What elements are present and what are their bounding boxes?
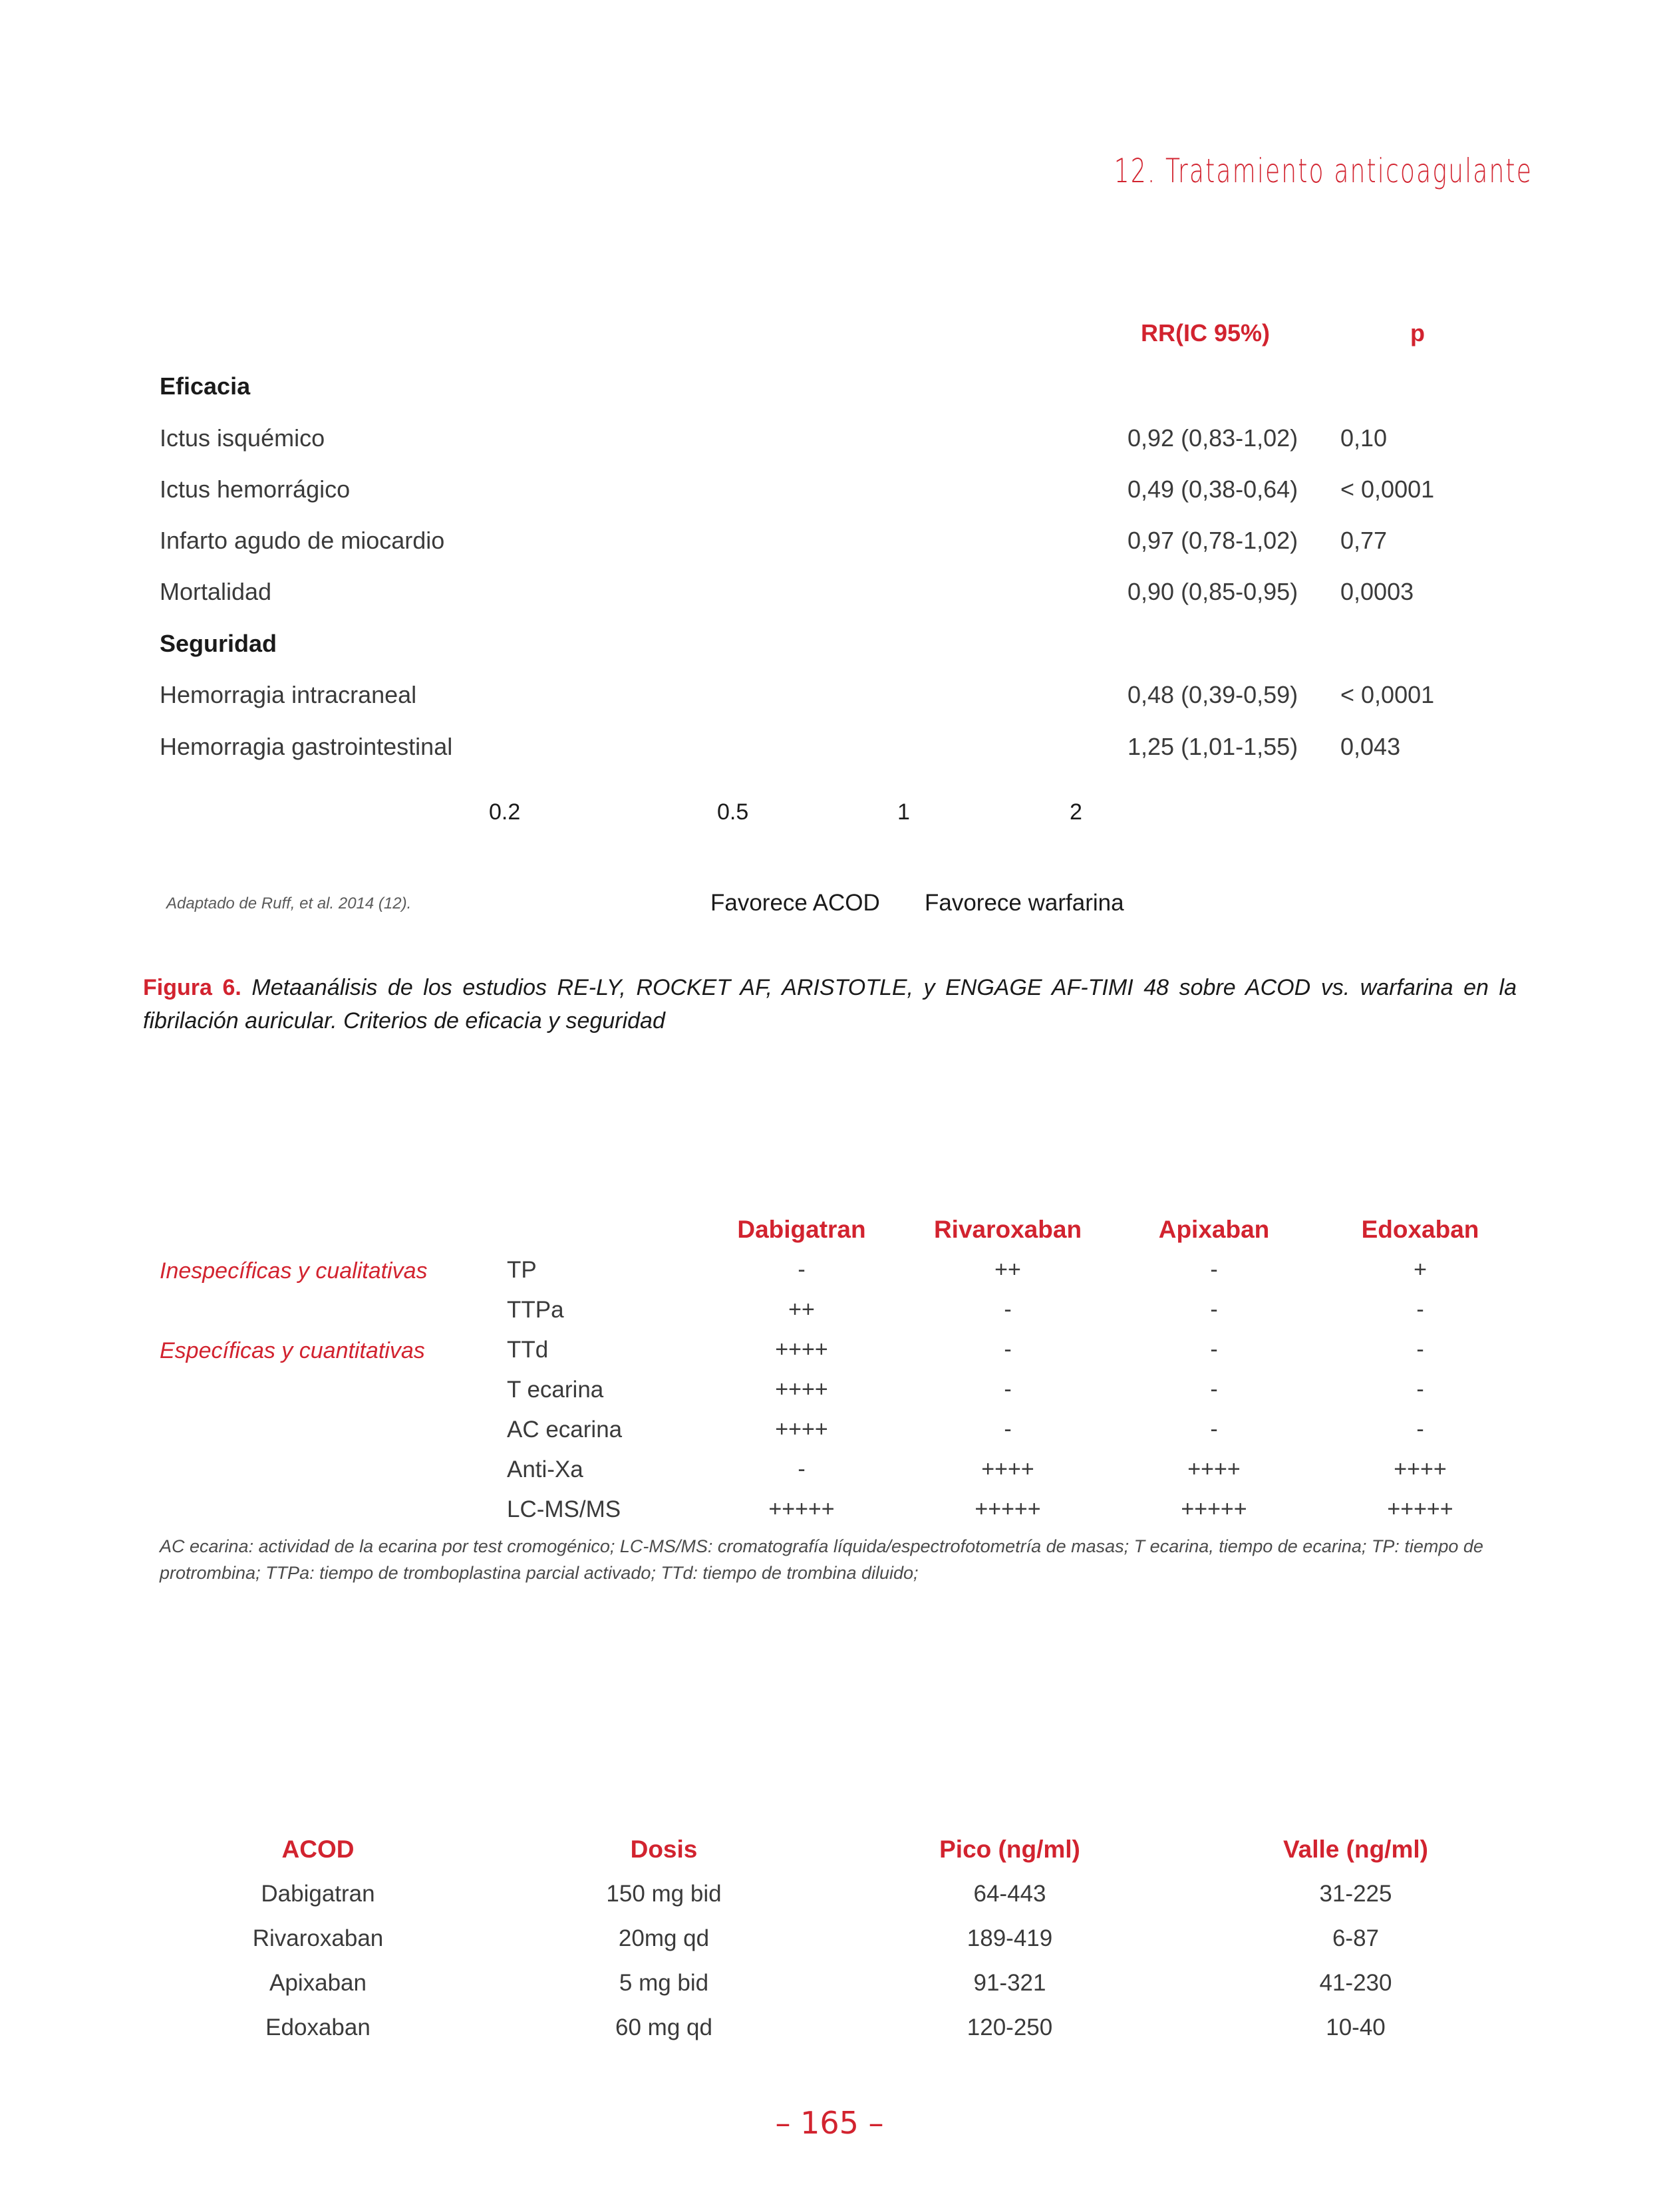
- test-name: LC-MS/MS: [507, 1496, 621, 1522]
- row-p: < 0,0001: [1340, 476, 1435, 503]
- axis-tick: 0.5: [717, 799, 749, 825]
- chapter-title: 12. Tratamiento anticoagulante: [1114, 152, 1533, 190]
- cell: 60 mg qd: [615, 2014, 712, 2040]
- cell: Dabigatran: [261, 1881, 375, 1907]
- figure-caption-text: Metaanálisis de los estudios RE-LY, ROCKET AF, ARISTOTLE, y ENGAGE AF-TIMI 48 sobre ACOD vs. warfarina en la fibrilación auricular. Criterios de eficacia y seguridad: [143, 975, 1517, 1034]
- row-label: Ictus hemorrágico: [160, 476, 351, 503]
- cell: ++: [994, 1257, 1021, 1282]
- row-label: Ictus isquémico: [160, 424, 325, 452]
- cell: -: [1416, 1337, 1424, 1362]
- cell: -: [798, 1257, 806, 1282]
- cell: 6-87: [1332, 1925, 1380, 1951]
- cell: -: [798, 1456, 806, 1482]
- cell: ++++: [775, 1417, 828, 1442]
- cell: ++++: [1187, 1456, 1241, 1482]
- cell: +++++: [975, 1496, 1041, 1522]
- cell: Edoxaban: [265, 2014, 371, 2040]
- cell: 5 mg bid: [619, 1970, 709, 1996]
- cell: +: [1414, 1257, 1427, 1282]
- cell: 120-250: [967, 2014, 1053, 2040]
- row-label: Infarto agudo de miocardio: [160, 527, 445, 554]
- row-rr: 0,48 (0,39-0,59): [1128, 681, 1298, 708]
- cell: -: [1004, 1417, 1012, 1442]
- cell: 41-230: [1319, 1970, 1392, 1996]
- section-eficacia: Eficacia: [160, 372, 251, 400]
- column-header: Edoxaban: [1361, 1216, 1479, 1243]
- figure-source: Adaptado de Ruff, et al. 2014 (12).: [166, 895, 412, 912]
- cell: 20mg qd: [618, 1925, 710, 1951]
- row-label: Hemorragia gastrointestinal: [160, 733, 453, 760]
- cell: ++++: [1394, 1456, 1447, 1482]
- cell: -: [1416, 1297, 1424, 1322]
- column-header: ACOD: [281, 1836, 355, 1863]
- row-rr: 0,92 (0,83-1,02): [1128, 424, 1298, 452]
- cell: ++++: [775, 1377, 828, 1402]
- row-p: 0,10: [1340, 424, 1388, 452]
- test-name: AC ecarina: [507, 1417, 623, 1443]
- row-rr: 1,25 (1,01-1,55): [1128, 733, 1298, 760]
- cell: +++++: [768, 1496, 835, 1522]
- cell: -: [1416, 1417, 1424, 1442]
- cell: ++++: [775, 1337, 828, 1362]
- category-especificas: Específicas y cuantitativas: [160, 1338, 425, 1363]
- cell: -: [1004, 1337, 1012, 1362]
- row-rr: 0,49 (0,38-0,64): [1128, 476, 1298, 503]
- cell: -: [1210, 1417, 1218, 1442]
- cell: +++++: [1181, 1496, 1247, 1522]
- test-name: Anti-Xa: [507, 1456, 583, 1482]
- section-seguridad: Seguridad: [160, 630, 277, 657]
- cell: ++: [788, 1297, 815, 1322]
- row-rr: 0,90 (0,85-0,95): [1128, 578, 1298, 605]
- cell: 189-419: [967, 1925, 1053, 1951]
- axis-tick: 2: [1070, 799, 1082, 825]
- column-header: Apixaban: [1158, 1216, 1270, 1243]
- cell: ++++: [981, 1456, 1034, 1482]
- favors-warfarin-label: Favorece warfarina: [925, 890, 1124, 916]
- cell: -: [1210, 1297, 1218, 1322]
- column-header: Dosis: [630, 1836, 698, 1863]
- test-name: T ecarina: [507, 1377, 604, 1403]
- cell: +++++: [1387, 1496, 1453, 1522]
- row-p: 0,043: [1340, 733, 1401, 760]
- column-header: Valle (ng/ml): [1283, 1836, 1428, 1863]
- row-label: Mortalidad: [160, 578, 272, 605]
- cell: -: [1210, 1377, 1218, 1402]
- p-column-header: p: [1410, 319, 1425, 346]
- cell: -: [1416, 1377, 1424, 1402]
- cell: 31-225: [1319, 1881, 1392, 1907]
- row-p: 0,77: [1340, 527, 1388, 554]
- cell: Rivaroxaban: [252, 1925, 384, 1951]
- cell: -: [1210, 1257, 1218, 1282]
- test-name: TTd: [507, 1337, 549, 1363]
- cell: 91-321: [973, 1970, 1046, 1996]
- row-rr: 0,97 (0,78-1,02): [1128, 527, 1298, 554]
- cell: 64-443: [973, 1881, 1046, 1907]
- axis-tick: 1: [897, 799, 910, 825]
- figure-caption: [143, 971, 1517, 1037]
- column-header: Pico (ng/ml): [939, 1836, 1080, 1863]
- cell: 10-40: [1326, 2014, 1386, 2040]
- row-p: 0,0003: [1340, 578, 1414, 605]
- category-inespecificas: Inespecíficas y cualitativas: [160, 1258, 428, 1284]
- table-footnote: AC ecarina: actividad de la ecarina por test cromogénico; LC-MS/MS: cromatografía líquida/espectrofotometría de masas; T ecarina, tiempo de ecarina; TP: tiempo de protrombina; TTPa: tiempo de tromboplastina parcial activado; TTd: tiempo de trombina diluido;: [160, 1536, 1483, 1583]
- favors-acod-label: Favorece ACOD: [710, 890, 880, 916]
- rr-column-header: RR(IC 95%): [1141, 319, 1271, 346]
- axis-tick: 0.2: [489, 799, 521, 825]
- cell: -: [1004, 1377, 1012, 1402]
- column-header: Dabigatran: [737, 1216, 866, 1243]
- page-number: – 165 –: [775, 2105, 884, 2141]
- cell: Apixaban: [269, 1970, 367, 1996]
- column-header: Rivaroxaban: [933, 1216, 1082, 1243]
- test-name: TP: [507, 1257, 537, 1283]
- cell: -: [1004, 1297, 1012, 1322]
- row-label: Hemorragia intracraneal: [160, 681, 417, 708]
- cell: -: [1210, 1337, 1218, 1362]
- row-p: < 0,0001: [1340, 681, 1435, 708]
- test-name: TTPa: [507, 1297, 564, 1323]
- cell: 150 mg bid: [606, 1881, 722, 1907]
- figure-caption-label: Figura 6.: [143, 975, 241, 1000]
